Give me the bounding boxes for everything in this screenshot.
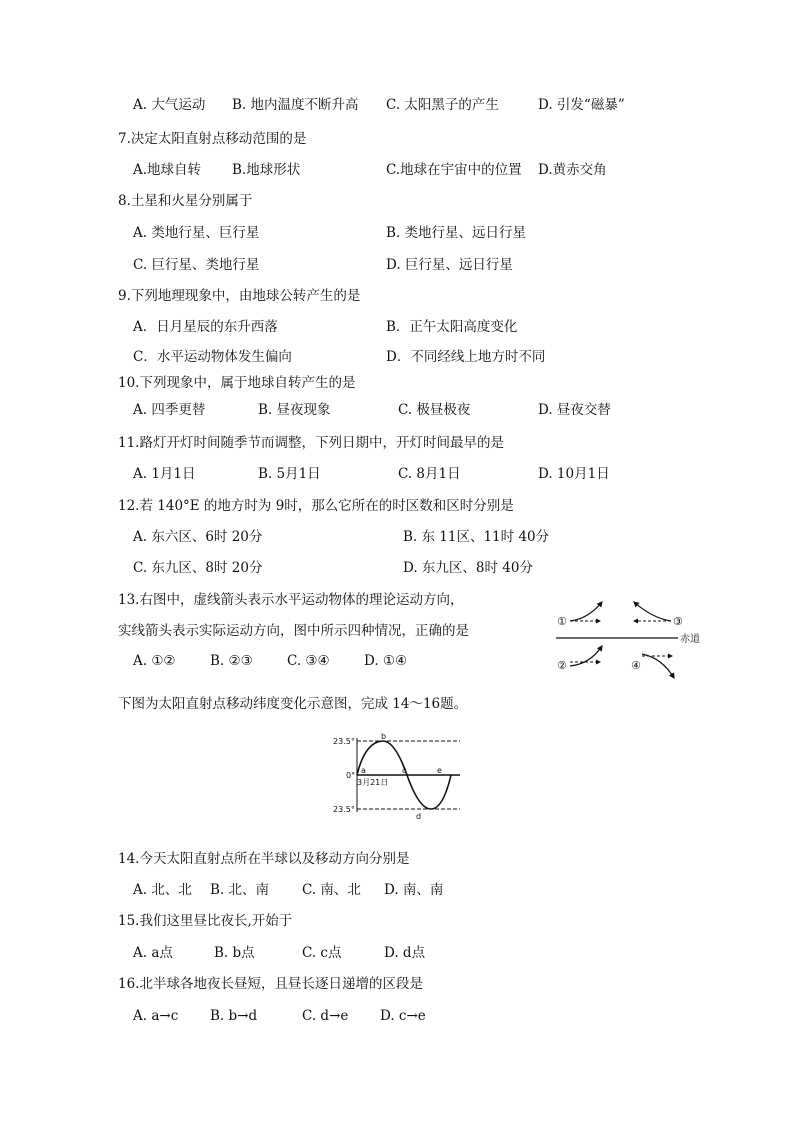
q13-stem-line1: 13.右图中，虚线箭头表示水平运动物体的理论运动方向，: [118, 592, 464, 608]
q12-option-a: A. 东六区、6时 20分: [133, 529, 263, 545]
q6-option-c: C. 太阳黑子的产生: [386, 97, 499, 113]
q13-option-a: A. ①②: [133, 653, 176, 669]
q8-option-d: D. 巨行星、远日行星: [386, 257, 513, 273]
q14-option-c: C. 南、北: [302, 882, 361, 898]
q13-stem-line2: 实线箭头表示实际运动方向，图中所示四种情况，正确的是: [118, 623, 469, 639]
date-label: 3月21日: [357, 778, 389, 787]
q16-option-a: A. a→c: [133, 1008, 179, 1024]
q12-stem: 12.若 140°E 的地方时为 9时，那么它所在的时区数和区时分别是: [118, 498, 514, 514]
q10-stem: 10.下列现象中，属于地球自转产生的是: [118, 375, 356, 391]
lat-mid-label: 0°: [346, 771, 356, 780]
point-d-label: d: [416, 812, 422, 820]
q15-option-d: D. d点: [384, 945, 426, 961]
q16-stem: 16.北半球各地夜长昼短，且昼长逐日递增的区段是: [118, 976, 423, 992]
q8-option-c: C. 巨行星、类地行星: [133, 257, 260, 273]
q11-option-d: D. 10月1日: [538, 466, 610, 482]
q12-option-d: D. 东九区、8时 40分: [403, 560, 533, 576]
point-a-label: a: [361, 766, 366, 775]
point-e-label: e: [437, 766, 442, 775]
q7-option-c: C.地球在宇宙中的位置: [386, 162, 522, 178]
q11-option-a: A. 1月1日: [133, 466, 196, 482]
q9-option-a: A．日月星辰的东升西落: [133, 319, 278, 335]
q7-option-b: B.地球形状: [232, 162, 301, 178]
q9-stem: 9.下列地理现象中，由地球公转产生的是: [118, 288, 361, 304]
q6-option-a: A. 大气运动: [133, 97, 206, 113]
q14-option-b: B. 北、南: [210, 882, 270, 898]
q9-option-d: D．不同经线上地方时不同: [386, 349, 546, 365]
q10-option-c: C. 极昼极夜: [398, 402, 471, 418]
case-4-solid-arrow: [642, 654, 674, 678]
q11-stem: 11.路灯开灯时间随季节而调整，下列日期中，开灯时间最早的是: [118, 435, 504, 451]
q6-option-b: B. 地内温度不断升高: [232, 97, 359, 113]
case-3-label: ③: [673, 615, 683, 628]
case-1-label: ①: [557, 615, 567, 628]
q10-option-a: A. 四季更替: [133, 402, 206, 418]
q16-option-b: B. b→d: [210, 1008, 258, 1024]
q12-option-c: C. 东九区、8时 20分: [133, 560, 263, 576]
q12-option-b: B. 东 11区、11时 40分: [403, 529, 550, 545]
case-4-label: ④: [631, 659, 641, 672]
deflection-figure: [554, 596, 714, 686]
case-2-solid-arrow: [570, 646, 602, 666]
intro-14-16: 下图为太阳直射点移动纬度变化示意图，完成 14～16题。: [118, 696, 468, 712]
q7-option-d: D.黄赤交角: [538, 162, 607, 178]
q8-stem: 8.土星和火星分别属于: [118, 193, 253, 209]
case-3-solid-arrow: [634, 602, 671, 621]
q14-option-a: A. 北、北: [133, 882, 192, 898]
q14-stem: 14.今天太阳直射点所在半球以及移动方向分别是: [118, 851, 410, 867]
q13-option-b: B. ②③: [210, 653, 253, 669]
q8-option-a: A. 类地行星、巨行星: [133, 225, 260, 241]
q11-option-b: B. 5月1日: [258, 466, 321, 482]
q14-option-d: D. 南、南: [384, 882, 444, 898]
q9-option-c: C．水平运动物体发生偏向: [133, 349, 292, 365]
q15-stem: 15.我们这里昼比夜长,开始于: [118, 913, 293, 929]
point-c-label: c: [402, 766, 407, 775]
q13-option-c: C. ③④: [287, 653, 330, 669]
q10-option-d: D. 昼夜交替: [538, 402, 611, 418]
q10-option-b: B. 昼夜现象: [258, 402, 331, 418]
q16-option-d: D. c→e: [380, 1008, 426, 1024]
q7-option-a: A.地球自转: [133, 162, 202, 178]
q8-option-b: B. 类地行星、远日行星: [386, 225, 527, 241]
q11-option-c: C. 8月1日: [398, 466, 461, 482]
q6-option-d: D. 引发“磁暴”: [538, 97, 625, 113]
q15-option-b: B. b点: [214, 945, 255, 961]
case-1-solid-arrow: [570, 602, 602, 621]
point-b-label: b: [381, 732, 387, 741]
q9-option-b: B．正午太阳高度变化: [386, 319, 518, 335]
sun-latitude-figure: [330, 730, 465, 820]
q13-option-d: D. ①④: [364, 653, 408, 669]
q16-option-c: C. d→e: [302, 1008, 349, 1024]
q15-option-c: C. c点: [302, 945, 342, 961]
q7-stem: 7.决定太阳直射点移动范围的是: [118, 131, 307, 147]
lat-top-label: 23.5°: [333, 737, 355, 746]
lat-bottom-label: 23.5°: [333, 805, 355, 814]
equator-label: 赤道: [680, 634, 700, 645]
case-2-label: ②: [557, 659, 567, 672]
q15-option-a: A. a点: [133, 945, 173, 961]
